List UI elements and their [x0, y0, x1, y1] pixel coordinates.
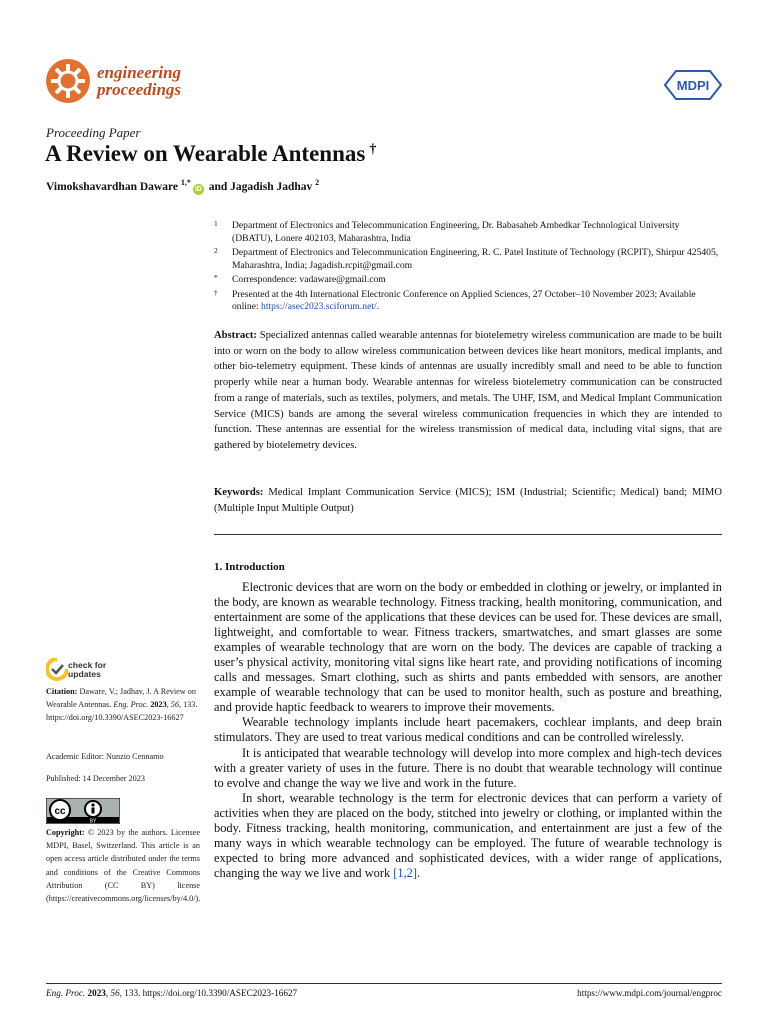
- author-list: [46, 178, 319, 195]
- title-footnote-mark: †: [369, 142, 377, 157]
- correspondence-text: Correspondence: vadaware@gmail.com: [232, 274, 386, 285]
- author-name: Jagadish Jadhav: [230, 180, 313, 193]
- journal-name-line2: proceedings: [97, 80, 182, 99]
- footer-doi[interactable]: , 133. https://doi.org/10.3390/ASEC2023-16627: [119, 988, 298, 998]
- abstract-text: Specialized antennas called wearable antennas for biotelemetry wireless communication are made to be built into or worn on the body to allow wireless communication between devices like heart monitors, medical implants, and other bio-telemetry equipment. These kinds of antennas are usually incredibly small and need to be able to function properly while near a human body. Wearable antennas for wireless biotelemetry communication can be constructed from a range of materials, such as textiles, polymers, and metals. The UHF, ISM, and Medical Implant Communication Service (MICS) bands are among the several wireless communication frequencies in which they are intended to function. These antennas are essential for the wireless transmission of medical data, including vital signs, that are gathered by biotelemetry devices.: [214, 330, 723, 451]
- paper-title-text: A Review on Wearable Antennas: [45, 141, 366, 166]
- correspondence-item: [214, 274, 722, 287]
- paper-type: Proceeding Paper: [46, 125, 141, 140]
- author-name: Vimokshavardhan Daware: [46, 180, 178, 193]
- mdpi-logo-text: MDPI: [676, 78, 710, 93]
- affiliation-text: Department of Electronics and Telecommunication Engineering, Dr. Babasaheb Ambedkar Technological University (DBATU), Lonere 402103, Maharashtra, India: [232, 220, 680, 244]
- cc-by-license-icon[interactable]: [46, 798, 120, 824]
- section-body: [214, 580, 722, 881]
- keywords: [214, 485, 722, 516]
- mdpi-logo-icon[interactable]: [664, 70, 722, 100]
- cc-by-label: BY: [89, 818, 97, 824]
- section-heading: 1. Introduction: [214, 561, 285, 573]
- footer-year: 2023: [87, 988, 106, 998]
- citation-label: Citation:: [46, 687, 78, 696]
- cfu-line2: updates: [68, 669, 101, 679]
- affiliation-item: [214, 247, 722, 272]
- affiliation-mark: *: [214, 273, 218, 282]
- paragraph: Wearable technology implants include heart pacemakers, cochlear implants, and deep brain stimulators. They are used to treat various medical conditions and can be controlled wirelessly.: [214, 715, 722, 745]
- check-for-updates-label[interactable]: [68, 661, 106, 679]
- affiliation-text: Department of Electronics and Telecommunication Engineering, R. C. Patel Institute of Technology (RCPIT), Shirpur 425405, Maharashtra, India; Jagadish.rcpit@gmail.com: [232, 247, 719, 271]
- affiliations: [214, 220, 722, 316]
- paragraph-text: In short, wearable technology is the term for electronic devices that can perform a variety of activities when they are placed on the body, stitched into jewelry or clothing, or implanted within the body. Fitness tracking, health monitoring, communication, and entertainment are just a few of the many ways in which wearable technology can be employed. The future of wearable technology is expected to bring more advanced and sophisticated devices, with a wider range of applications, changing the way we live and work: [214, 790, 722, 880]
- citation-doi[interactable]: , 133. https://doi.org/10.3390/ASEC2023-16627: [46, 700, 198, 723]
- divider: [214, 534, 722, 535]
- citation-link[interactable]: [1,2]: [393, 865, 418, 880]
- author-affil-mark: 2: [315, 178, 320, 187]
- orcid-icon[interactable]: iD: [194, 185, 202, 193]
- footer-volume: 56: [110, 988, 120, 998]
- abstract-label: Abstract:: [214, 330, 257, 341]
- paragraph: [214, 791, 722, 881]
- footer-divider: [46, 983, 722, 984]
- paragraph: It is anticipated that wearable technology will develop into more complex and high-tech devices with a greater variety of uses in the future. There is no doubt that wearable technology will continue to evolve and change the way we live and work in the future.: [214, 745, 722, 790]
- author-affil-mark: 1,*: [180, 178, 191, 187]
- footer-citation: Eng. Proc. 2023, 56, 133. https://doi.org/10.3390/ASEC2023-16627: [46, 988, 298, 998]
- academic-editor: Academic Editor: Nunzio Cennamo: [46, 752, 164, 761]
- conference-note-text: Presented at the 4th International Electronic Conference on Applied Sciences, 27 October–10 November 2023; Available online:: [232, 288, 696, 312]
- affiliation-mark: 1: [214, 219, 218, 228]
- copyright-label: Copyright:: [46, 828, 85, 837]
- copyright-block: [46, 826, 200, 905]
- journal-name: [97, 64, 181, 98]
- affiliation-mark: †: [214, 287, 218, 297]
- paragraph-end: .: [417, 865, 421, 880]
- author-conjunction: and: [208, 180, 228, 193]
- keywords-text: Medical Implant Communication Service (MICS); ISM (Industrial; Scientific; Medical) band; MIMO (Multiple Input Multiple Output): [214, 487, 722, 514]
- conference-note: [214, 289, 722, 314]
- paragraph: Electronic devices that are worn on the body or embedded in clothing or jewelry, or implanted in the body, are known as wearable technology. Fitness tracking, health monitoring, communication, and entertainment are some of the applications that these devices can be used for. These devices are small, lightweight, and comfortable to wear. Fitness trackers, smartwatches, and smart glasses are some examples of wearable technology that are worn on the body. The devices are capable of tracking a user’s physical activity, monitoring vital signs like heart rate, and providing notifications of incoming calls and messages. Smart clothing, such as shirts and pants embedded with sensors, are another example of wearable technology that can be used to monitor health, such as posture and breathing, and provide haptic feedback to wearers to improve their movements.: [214, 580, 722, 715]
- affiliation-item: [214, 220, 722, 245]
- paper-title: [45, 141, 376, 167]
- affiliation-mark: 2: [214, 246, 218, 255]
- svg-text:cc: cc: [54, 806, 66, 817]
- abstract: [214, 328, 722, 454]
- keywords-label: Keywords:: [214, 487, 264, 498]
- footer-journal: Eng. Proc.: [46, 988, 86, 998]
- conference-note-end: .: [376, 301, 380, 312]
- cfu-line1: check for: [68, 660, 107, 670]
- check-for-updates-icon[interactable]: [46, 658, 68, 684]
- footer-journal-url[interactable]: https://www.mdpi.com/journal/engproc: [577, 988, 722, 998]
- citation-volume: 56: [170, 700, 179, 710]
- copyright-text: © 2023 by the authors. Licensee MDPI, Basel, Switzerland. This article is an open access article distributed under the terms and conditions of the Creative Commons Attribution (CC BY) license (https://creativecommons.org/licenses/by/4.0/).: [46, 828, 201, 904]
- citation-block: Citation: Daware, V.; Jadhav, J. A Review on Wearable Antennas. Eng. Proc. 2023, 56, 133. https://doi.org/10.3390/ASEC2023-16627: [46, 687, 198, 723]
- citation-text: Daware, V.; Jadhav, J. A Review on Wearable Antennas.: [46, 687, 196, 710]
- citation-year: 2023: [150, 700, 167, 710]
- engineering-proceedings-logo-icon: [45, 58, 91, 104]
- conference-link[interactable]: https://asec2023.sciforum.net/: [261, 301, 377, 312]
- published-date: Published: 14 December 2023: [46, 774, 145, 783]
- journal-name-line1: engineering: [97, 63, 182, 82]
- citation-journal: Eng. Proc.: [113, 700, 149, 710]
